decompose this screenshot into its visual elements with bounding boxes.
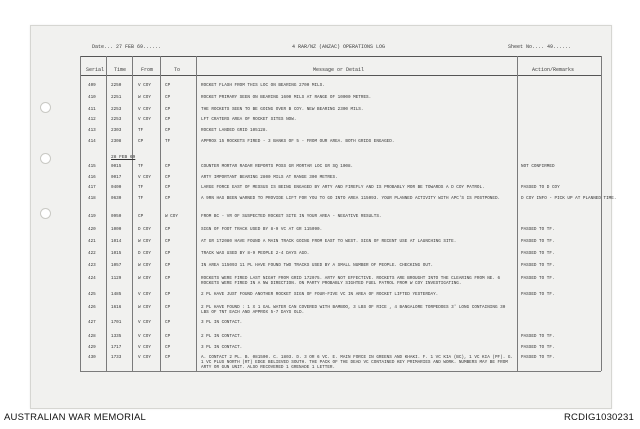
log-row: [80, 306, 601, 318]
to-cell: CP: [165, 345, 171, 350]
time-cell: 1733: [111, 355, 122, 360]
action-cell: D COY INFO - PICK UP AT PLANNED TIME.: [521, 196, 617, 201]
archive-reference: RCDIG1030231: [564, 412, 634, 423]
time-cell: 1717: [111, 345, 122, 350]
serial-cell: 409: [88, 83, 96, 88]
log-row: [80, 321, 601, 333]
message-cell: APPROX 15 ROCKETS FIRED - 3 BANKS OF 5 - FROM OUR AREA. BOTH GRIDS ENGAGED.: [201, 139, 395, 144]
to-cell: CP: [165, 196, 171, 201]
message-cell: ROCKETS WERE FIRED LAST NIGHT FROM GRID 172075. ARTY NOT EFFECTIVE. ROCKETS ARE BROUGHT INTO THE CLEARING FROM NE. 6 ROCKETS WERE FIRED IN A NW DIRECTION. ON PARTY PROBABLY SIGHTED FUEL PATROL FROM W COY INVESTIGATING.: [201, 276, 501, 286]
serial-cell: 416: [88, 175, 96, 180]
to-cell: CP: [165, 263, 171, 268]
time-cell: 2253: [111, 117, 122, 122]
serial-cell: 412: [88, 117, 96, 122]
to-cell: CP: [165, 239, 171, 244]
from-cell: D COY: [138, 227, 151, 232]
punch-hole: [40, 153, 51, 164]
serial-cell: 429: [88, 345, 96, 350]
from-cell: V COY: [138, 175, 151, 180]
col-header-time: Time: [114, 67, 127, 73]
action-cell: PASSED TO TF.: [521, 251, 555, 256]
action-cell: PASSED TO TF.: [521, 263, 555, 268]
date-separator: 28 FEB 69: [111, 155, 136, 160]
serial-cell: 427: [88, 320, 96, 325]
to-cell: CP: [165, 95, 171, 100]
message-cell: LARGE FORCE EAST OF MESSUS IS BEING ENGAGED BY ARTY AND FIREFLY AND IS PROBABLY MOR BE TOWARDS A D COY PATROL.: [201, 185, 485, 190]
serial-cell: 422: [88, 251, 96, 256]
log-title: 4 RAR/NZ (ANZAC) OPERATIONS LOG: [292, 44, 386, 50]
message-cell: A 9RN HAS BEEN WARNED TO PROVIDE LIFT FOR YOU TO GO INTO AREA 115093. YOUR PLANNED ACTIVITY WITH APC'S IS POSTPONED.: [201, 196, 501, 201]
serial-cell: 418: [88, 196, 96, 201]
action-cell: PASSED TO D COY: [521, 185, 560, 190]
from-cell: V COY: [138, 292, 151, 297]
log-row: [80, 293, 601, 305]
serial-cell: 411: [88, 107, 96, 112]
time-cell: 1014: [111, 239, 122, 244]
from-cell: CP: [138, 214, 144, 219]
to-cell: CP: [165, 185, 171, 190]
serial-cell: 428: [88, 334, 96, 339]
log-row: [80, 215, 601, 227]
message-cell: ARTY IMPORTANT BEARING 2800 MILS AT RANGE 300 METRES.: [201, 175, 338, 180]
message-cell: 3 PL IN CONTACT.: [201, 320, 243, 325]
log-row: [80, 196, 617, 209]
to-cell: CP: [165, 320, 171, 325]
time-cell: 1335: [111, 334, 122, 339]
from-cell: V COY: [138, 117, 151, 122]
time-cell: 2253: [111, 107, 122, 112]
time-cell: 0950: [111, 214, 122, 219]
serial-cell: 410: [88, 95, 96, 100]
serial-cell: 417: [88, 185, 96, 190]
log-row: [80, 356, 601, 368]
action-cell: PASSED TO TF.: [521, 227, 555, 232]
time-cell: 0015: [111, 164, 122, 169]
col-header-to: To: [174, 67, 181, 73]
time-cell: 0017: [111, 175, 122, 180]
to-cell: CP: [165, 107, 171, 112]
serial-cell: 426: [88, 305, 96, 310]
to-cell: CP: [165, 276, 171, 281]
to-cell: CP: [165, 83, 171, 88]
to-cell: CP: [165, 128, 171, 133]
time-cell: 2250: [111, 83, 122, 88]
from-cell: CP: [138, 139, 144, 144]
message-cell: ROCKET LANDED GRID 105128.: [201, 128, 269, 133]
from-cell: W COY: [138, 263, 151, 268]
time-cell: 1057: [111, 263, 122, 268]
action-cell: PASSED TO TF.: [521, 276, 555, 281]
to-cell: CP: [165, 251, 171, 256]
to-cell: TF: [165, 139, 171, 144]
from-cell: W COY: [138, 95, 151, 100]
serial-cell: 413: [88, 128, 96, 133]
time-cell: 1015: [111, 251, 122, 256]
serial-cell: 415: [88, 164, 96, 169]
from-cell: V COY: [138, 83, 151, 88]
serial-cell: 425: [88, 292, 96, 297]
from-cell: TF: [138, 196, 144, 201]
col-header-from: From: [141, 67, 154, 73]
to-cell: W COY: [165, 214, 178, 219]
time-cell: 1485: [111, 292, 122, 297]
archive-credit: AUSTRALIAN WAR MEMORIAL: [4, 412, 147, 423]
column-rule: [601, 56, 602, 371]
message-cell: ROCKET PRIMARY SEEN ON BEARING 1600 MILS AT RANGE OF 10000 METRES.: [201, 95, 372, 100]
to-cell: CP: [165, 355, 171, 360]
from-cell: W COY: [138, 276, 151, 281]
action-cell: PASSED TO TF.: [521, 334, 555, 339]
message-cell: TRACK WAS USED BY 8-9 PEOPLE 2-4 DAYS AGO.: [201, 251, 310, 256]
from-cell: W COY: [138, 239, 151, 244]
message-cell: SIGN OF FOOT TRACK USED BY 8-9 VC AT GR 115090.: [201, 227, 323, 232]
to-cell: CP: [165, 334, 171, 339]
serial-cell: 430: [88, 355, 96, 360]
message-cell: 2 PL HAVE FOUND : 1 X 1 GAL WATER CAN COVERED WITH BAMBOO, 3 LBS OF RICE , 4 BANGALORE TORPEDOES 3' LONG CONTAINING 30 LBS OF TNT EACH AND APPROX 5-7 DAYS OLD.: [201, 305, 506, 315]
to-cell: CP: [165, 164, 171, 169]
time-cell: 1616: [111, 305, 122, 310]
message-cell: COUNTER MORTAR RADAR REPORTS POSS GR MORTAR LOC GR SQ 1008.: [201, 164, 354, 169]
time-cell: 2251: [111, 95, 122, 100]
sheet-number: Sheet No.... 49......: [508, 44, 572, 50]
message-cell: ROCKET FLASH FROM THIS LOC ON BEARING 2700 MILS.: [201, 83, 325, 88]
time-cell: 1701: [111, 320, 122, 325]
action-cell: PASSED TO TF.: [521, 292, 555, 297]
serial-cell: 421: [88, 239, 96, 244]
punch-hole: [40, 208, 51, 219]
from-cell: TF: [138, 128, 144, 133]
time-cell: 2308: [111, 139, 122, 144]
log-date: Date... 27 FEB 69......: [92, 44, 162, 50]
col-header-action: Action/Remarks: [532, 67, 575, 73]
message-cell: A. CONTACT 2 PL. B. 081500. C. 1803. D. 3 OR 6 VC. E. MAIN FORCE IN GREENS AND KHAKI. F. 1 VC KIA (BC), 1 VC KIA (PF). G. 1 VC PLUS NORTH (RT) EDGE BELIEVED SOUTH. THE PACK OF THE DEAD VC CONTAINED KEY PRIMARIES AND WORK. NUMBERS MAY BE FROM ARTY OR GUN UNIT. ALSO RECOVERED 1 GRENADE 1 LETTER.: [201, 355, 514, 370]
to-cell: CP: [165, 305, 171, 310]
from-cell: TF: [138, 185, 144, 190]
message-cell: 3 PL IN CONTACT.: [201, 345, 243, 350]
time-cell: 2303: [111, 128, 122, 133]
time-cell: 1129: [111, 276, 122, 281]
to-cell: CP: [165, 175, 171, 180]
from-cell: W COY: [138, 305, 151, 310]
message-cell: THE ROCKETS SEEN TO BE GOING OVER B COY. NEW BEARING 2300 MILS.: [201, 107, 364, 112]
to-cell: CP: [165, 117, 171, 122]
serial-cell: 423: [88, 263, 96, 268]
log-row: [80, 140, 601, 152]
serial-cell: 419: [88, 214, 96, 219]
from-cell: V COY: [138, 345, 151, 350]
log-row: [80, 264, 601, 276]
action-cell: NOT CONFIRMED: [521, 164, 555, 169]
action-cell: PASSED TO TF.: [521, 239, 555, 244]
log-row: [80, 277, 601, 289]
from-cell: D COY: [138, 251, 151, 256]
time-cell: 0630: [111, 196, 122, 201]
from-cell: V COY: [138, 107, 151, 112]
time-cell: 1000: [111, 227, 122, 232]
time-cell: 0400: [111, 185, 122, 190]
action-cell: PASSED TO TF.: [521, 345, 555, 350]
from-cell: V COY: [138, 320, 151, 325]
from-cell: TF: [138, 164, 144, 169]
message-cell: IN AREA 115093 11 PL HAVE FOUND TWO TRACKS USED BY A SMALL NUMBER OF PEOPLE. CHECKING OUT.: [201, 263, 434, 268]
table-border-bottom: [80, 371, 601, 372]
punch-hole: [40, 102, 51, 113]
message-cell: AT GR 172080 HAVE FOUND A MAIN TRACK GOING FROM EAST TO WEST. SIGN OF RECENT USE AT LAUNCHING SITE.: [201, 239, 457, 244]
serial-cell: 420: [88, 227, 96, 232]
from-cell: V COY: [138, 355, 151, 360]
table-header-rule: [80, 75, 601, 76]
table-border-top: [80, 56, 601, 57]
to-cell: CP: [165, 227, 171, 232]
message-cell: 2 PL IN CONTACT.: [201, 334, 243, 339]
message-cell: 2 PL HAVE JUST FOUND ANOTHER ROCKET SIGN OF FOUR-FIVE VC IN AREA OF ROCKET LIFTED YESTERDAY.: [201, 292, 439, 297]
message-cell: LFT CRATERS AREA OF ROCKET SITES NOW.: [201, 117, 297, 122]
message-cell: FROM BC - VR OF SUSPECTED ROCKET SITE IN YOUR AREA - NEGATIVE RESULTS.: [201, 214, 382, 219]
to-cell: CP: [165, 292, 171, 297]
col-header-message: Message or Detail: [313, 67, 365, 73]
from-cell: V COY: [138, 334, 151, 339]
serial-cell: 414: [88, 139, 96, 144]
action-cell: PASSED TO TF.: [521, 355, 555, 360]
col-header-serial: Serial: [86, 67, 105, 73]
serial-cell: 424: [88, 276, 96, 281]
